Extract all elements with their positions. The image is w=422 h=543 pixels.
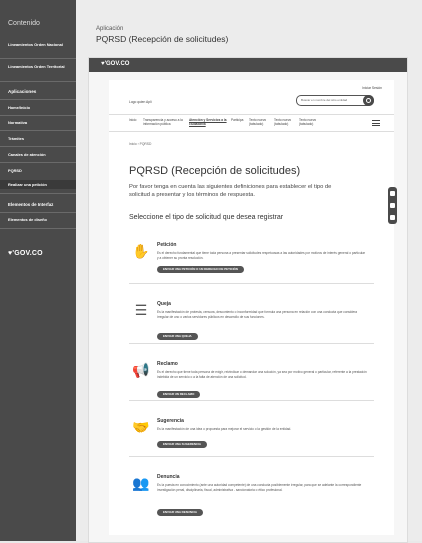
font-decrease-icon[interactable] — [390, 203, 395, 208]
separator — [129, 456, 374, 457]
request-type-desc: Es la manifestación de una idea o propuesta para mejorar el servicio o la gestión de la entidad. — [157, 427, 292, 431]
people-icon: 👥 — [132, 475, 150, 491]
breadcrumb[interactable]: Inicio › PQRSD — [129, 142, 152, 146]
sidebar-title: Contenido — [8, 20, 40, 27]
request-type-reclamo — [129, 361, 369, 413]
sidebar — [0, 0, 76, 541]
separator — [129, 343, 374, 344]
preview-frame — [88, 57, 408, 543]
page-kicker: Aplicación — [96, 26, 124, 32]
request-type-title: Reclamo — [157, 361, 178, 367]
sidebar-item-tramites[interactable]: Trámites — [8, 136, 25, 141]
nav-item-texto-1[interactable]: Texto nuevo (tabulado) — [249, 118, 267, 126]
nav-item-atencion[interactable]: Atención y Servicios a la ciudadanía — [189, 118, 227, 126]
sidebar-divider — [0, 193, 76, 194]
send-peticion-button[interactable]: ENVIAR UNA PETICIÓN O UN DERECHO DE PETICIÓN — [157, 266, 244, 273]
request-type-desc: Es el derecho fundamental que tiene toda persona a presentar solicitudes respetuosas a las autoridades por motivos de interés general o particular y a obtener su pronta resolución. — [157, 251, 366, 260]
request-type-subtitle: Seleccione el tipo de solicitud que desea registrar — [129, 214, 284, 221]
font-increase-icon[interactable] — [390, 215, 395, 220]
request-type-denuncia — [129, 474, 369, 526]
intro-text: Por favor tenga en cuenta las siguientes definiciones para establecer el tipo de solicitud a presentar y los términos de respuesta. — [129, 184, 332, 198]
separator — [129, 400, 374, 401]
nav-item-transparencia[interactable]: Transparencia y acceso a la información pública — [143, 118, 183, 126]
sidebar-item-canales[interactable]: Canales de atención — [8, 152, 46, 157]
sidebar-item-realizar-peticion[interactable]: Realizar una petición — [8, 182, 47, 187]
sidebar-item-home[interactable]: Home/Inicio — [8, 105, 31, 110]
nav-item-texto-2[interactable]: Texto nuevo (tabulado) — [274, 118, 292, 126]
sidebar-divider — [0, 130, 76, 131]
nav-item-inicio[interactable]: Inicio — [129, 118, 137, 122]
sidebar-item-normativa[interactable]: Normativa — [8, 120, 28, 125]
request-type-desc: Es la puesta en conocimiento (ante una autoridad competente) de una conducta posiblemente irregular, para que se adelante la correspondiente investigación penal, disciplinaria, fiscal, administrativa - sancionatoria o ético profesional. — [157, 483, 362, 492]
megaphone-icon: 📢 — [132, 362, 150, 378]
accessibility-toolbar — [388, 187, 397, 224]
site-logo-text[interactable]: Logo quien Aplí — [129, 100, 152, 104]
sidebar-item-pqrsd[interactable]: PQRSD — [8, 168, 22, 173]
request-type-desc: Es el derecho que tiene toda persona de exigir, reivindicar o demandar una solución, ya sea por motivo general o particular, referente a la prestación indebida de un servicio o a la falta de atención de una solicitud. — [157, 370, 367, 379]
search-placeholder: Buscar en nombre del sitio entidad — [301, 98, 348, 102]
sidebar-item-orden-territorial[interactable]: Lineamientos Orden Territorial — [8, 64, 65, 69]
send-denuncia-button[interactable]: ENVIAR UNA DENUNCIA — [157, 509, 203, 516]
nav-item-participa[interactable]: Participa — [231, 118, 244, 122]
sidebar-divider — [0, 115, 76, 116]
send-queja-button[interactable]: ENVIAR UNA QUEJA — [157, 333, 198, 340]
sidebar-item-aplicaciones[interactable]: Aplicaciones — [8, 89, 37, 94]
request-type-peticion — [129, 242, 369, 294]
request-type-title: Petición — [157, 242, 177, 248]
content-title: PQRSD (Recepción de solicitudes) — [129, 165, 301, 177]
hamburger-menu-icon[interactable] — [372, 120, 380, 126]
handshake-icon: 🤝 — [132, 419, 150, 435]
site-content — [109, 80, 394, 535]
govco-bar-logo[interactable]: ♥'GOV.CO — [101, 61, 130, 67]
request-type-title: Sugerencia — [157, 418, 184, 424]
separator — [129, 283, 374, 284]
sidebar-item-elementos-interfaz[interactable]: Elementos de Interfaz — [8, 202, 54, 207]
sidebar-divider — [0, 99, 76, 100]
sidebar-item-orden-nacional[interactable]: Lineamientos Orden Nacional — [8, 42, 63, 47]
request-type-title: Denuncia — [157, 474, 180, 480]
sidebar-item-elementos-diseno[interactable]: Elementos de diseño — [8, 217, 47, 222]
search-icon[interactable] — [363, 95, 374, 106]
sidebar-divider — [0, 212, 76, 213]
sidebar-divider — [0, 146, 76, 147]
govco-logo: ♥'GOV.CO — [8, 250, 43, 257]
send-reclamo-button[interactable]: ENVIAR UN RECLAMO — [157, 391, 200, 398]
search-input[interactable] — [296, 95, 374, 106]
nav-item-texto-3[interactable]: Texto nuevo (tabulado) — [299, 118, 317, 126]
top-nav — [109, 114, 394, 132]
request-type-title: Queja — [157, 301, 171, 307]
page-title: PQRSD (Recepción de solicitudes) — [96, 34, 229, 44]
sidebar-divider — [0, 58, 76, 59]
main-area — [76, 0, 422, 541]
list-icon: ☰ — [134, 302, 148, 318]
hand-icon: ✋ — [132, 243, 150, 259]
sidebar-divider — [0, 81, 76, 82]
send-sugerencia-button[interactable]: ENVIAR UNA SUGERENCIA — [157, 441, 207, 448]
contrast-icon[interactable] — [390, 191, 395, 196]
request-type-queja — [129, 301, 369, 353]
request-type-desc: Es la manifestación de protesta, censura, descontento o inconformidad que formula una persona en relación con una conducta que considera irregular de uno o varios servidores públicos en desarrollo de sus funciones. — [157, 310, 358, 319]
login-link[interactable]: Iniciar Sesión — [362, 86, 382, 90]
sidebar-divider — [0, 162, 76, 163]
gov-bar — [89, 58, 407, 72]
sidebar-divider — [0, 228, 76, 229]
